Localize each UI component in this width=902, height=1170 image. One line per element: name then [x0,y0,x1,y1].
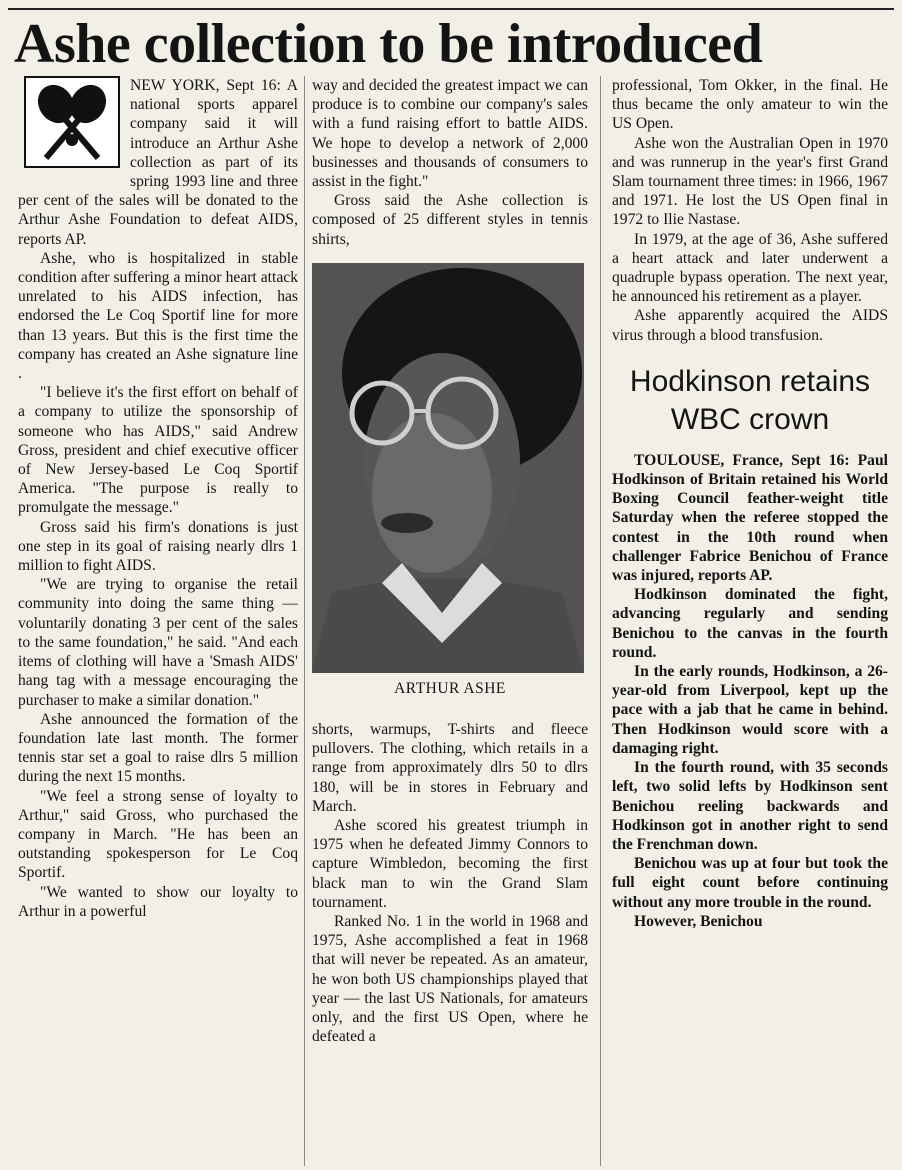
paragraph: In the fourth round, with 35 seconds left, two solid lefts by Hodkinson sent Benichou reeling backwards and Hodkinson got in another right to send the Frenchman down. [612,759,888,853]
paragraph: Ashe, who is hospitalized in stable condition after suffering a minor heart attack unrelated to his AIDS infection, has endorsed the Le Coq Sportif line for more than 13 years. But this is the first time the company has created an Ashe signature line . [18,249,298,383]
top-rule [8,8,894,10]
photo-caption: ARTHUR ASHE [394,679,506,697]
article-column-1 [18,76,298,1166]
article-column-2 [312,76,588,1166]
paragraph: Gross said the Ashe collection is composed of 25 different styles in tennis shirts, [312,192,588,248]
paragraph: Ranked No. 1 in the world in 1968 and 1975, Ashe accomplished a feat in 1968 that will never be repeated. As an amateur, he won both US championships played that year — the last US Nationals, for amateurs only, and the first US Open, where he defeated a [312,913,588,1046]
paragraph: However, Benichou [634,912,763,930]
paragraph: Ashe announced the formation of the foundation late last month. The former tennis star set a goal to raise dlrs 5 million during the next 15 months. [18,710,298,786]
column-divider [600,76,601,1166]
crossed-tennis-rackets-icon [24,76,120,168]
paragraph: Ashe apparently acquired the AIDS virus through a blood transfusion. [612,307,888,344]
paragraph: "We feel a strong sense of loyalty to Arthur," said Gross, who purchased the company in March. "He has been an outstanding spokesperson for Le Coq Sportif. [18,787,298,882]
paragraph: TOULOUSE, France, Sept 16: Paul Hodkinson of Britain retained his World Boxing Council feather-weight title Saturday when the referee stopped the contest in the 10th round when challenger Fabrice Benichou of France was injured, reports AP. [612,451,888,585]
paragraph: In the early rounds, Hodkinson, a 26-year-old from Liverpool, kept up the pace with a jab that he came in behind. Then Hodkinson would score with a damaging right. [612,663,888,757]
paragraph: Gross said his firm's donations is just one step in its goal of raising nearly dlrs 1 million to fight AIDS. [18,518,298,575]
paragraph: "I believe it's the first effort on behalf of a company to utilize the sponsorship of someone who has AIDS," said Andrew Gross, president and chief executive officer of New Jersey-based Le Coq Sportif America. "The purpose is really to promulgate the message." [18,384,298,517]
paragraph: shorts, warmups, T-shirts and fleece pullovers. The clothing, which retails in a range from approximately dlrs 50 to dlrs 180, will be in stores in February and March. [312,721,588,815]
paragraph: In 1979, at the age of 36, Ashe suffered a heart attack and later underwent a quadruple bypass operation. The next year, he announced his retirement as a player. [612,230,888,306]
paragraph: way and decided the greatest impact we can produce is to combine our company's sales with a fund raising effort to battle AIDS. We hope to develop a network of 2,000 businesses and thousands of consumers to assist in the fight." [312,77,588,191]
paragraph: Ashe won the Australian Open in 1970 and was runnerup in the year's first Grand Slam tournament three times: in 1966, 1967 and 1971. He lost the US Open final in 1972 to Ilie Nastase. [612,134,888,229]
column-divider [304,76,305,1166]
paragraph: Benichou was up at four but took the full eight count before continuing without any more trouble in the round. [612,855,888,911]
paragraph: Hodkinson dominated the fight, advancing regularly and sending Benichou to the canvas in the fourth round. [612,586,888,661]
paragraph: "We wanted to show our loyalty to Arthur in a powerful [18,883,298,920]
subheadline: Hodkinson retains WBC crown [629,364,871,436]
portrait-photo [312,263,584,673]
paragraph: Ashe scored his greatest triumph in 1975 when he defeated Jimmy Connors to capture Wimbledon, becoming the first black man to win the Grand Slam tournament. [312,817,588,911]
article-column-3 [612,76,888,1166]
headline: Ashe collection to be introduced [14,13,763,75]
paragraph: professional, Tom Okker, in the final. He thus became the only amateur to win the US Open. [612,77,888,133]
paragraph: "We are trying to organise the retail community into doing the same thing — voluntarily donating 3 per cent of the sales to the same foundation," he said. "And each items of clothing will have a 'Smash AIDS' hang tag with a message encouraging the purchaser to make a similar donation." [18,576,298,709]
paragraph: NEW YORK, Sept 16: A national sports apparel company said it will introduce an Arthur Ashe collection as part of its spring 1993 line and three per cent of the sales will be donated to the Arthur Ashe Foundation to defeat AIDS, reports AP. [18,77,298,248]
